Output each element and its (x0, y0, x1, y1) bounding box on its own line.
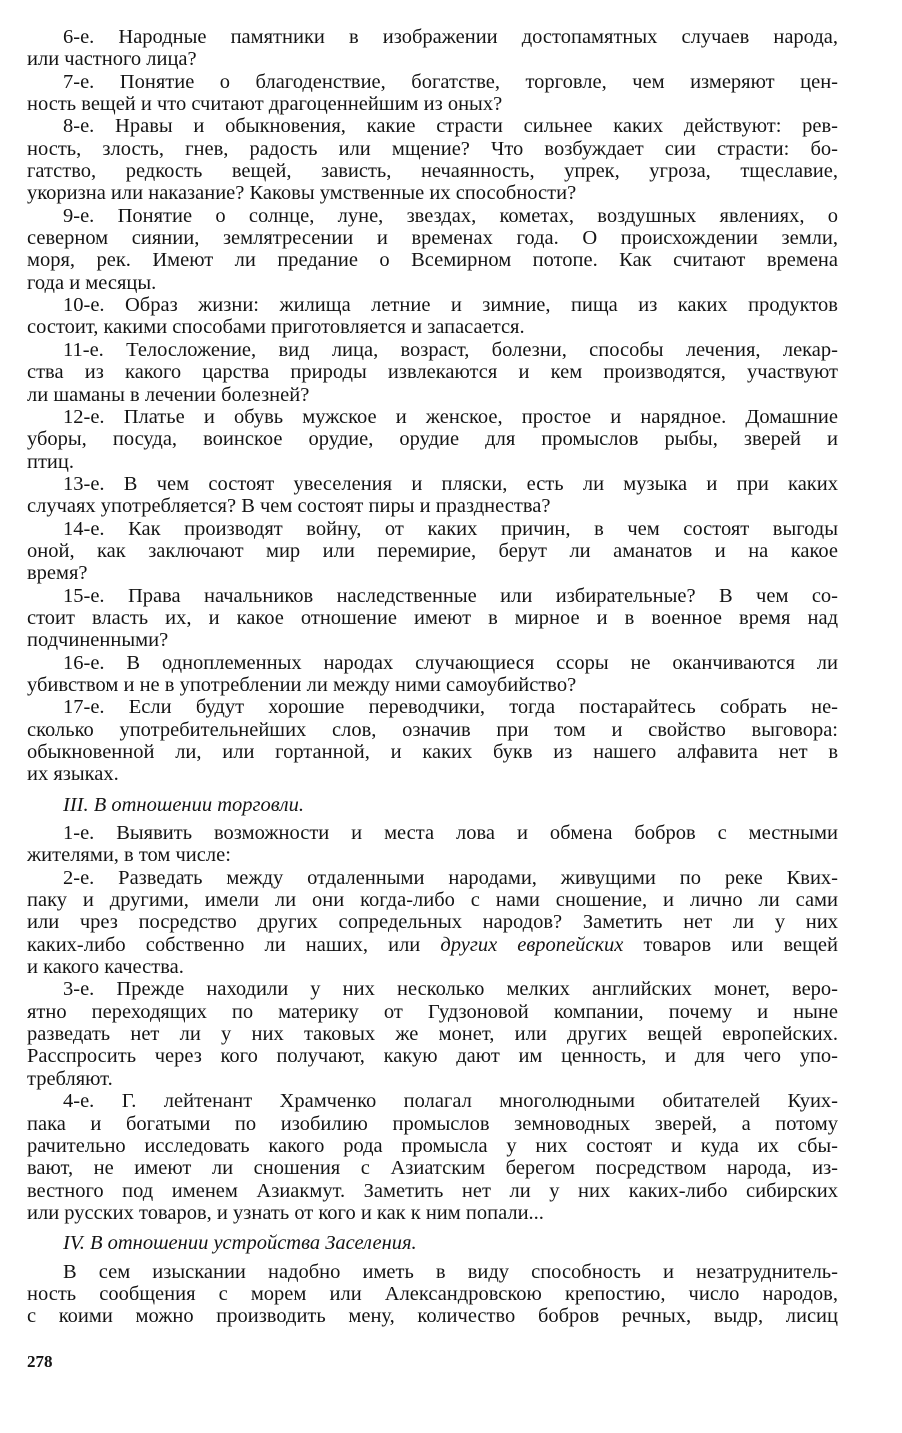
text-line: ность, злость, гнев, радость или мщение? Что возбуждает сии страсти: бо- (27, 137, 838, 160)
text-line: пака и богатыми по изобилию промыслов земноводных зверей, а потому (27, 1112, 838, 1135)
paragraph-p14 (27, 518, 838, 585)
text-line: их языках. (27, 763, 119, 786)
text-line: ли шаманы в лечении болезней? (27, 383, 310, 406)
text-line: 3-е. Прежде находили у них несколько мелких английских монет, веро- (63, 978, 838, 1001)
paragraph-p13 (27, 473, 838, 518)
text-line: или русских товаров, и узнать от кого и как к ним попали... (27, 1201, 544, 1224)
text-line: или чрез посредство других сопредельных народов? Заметить нет ли у них (27, 911, 838, 934)
text-line: ятно переходящих по материку от Гудзоновой компании, почему и ныне (27, 1000, 838, 1023)
text-line: вестного под именем Азиакмут. Заметить нет ли у них каких-либо сибирских (27, 1179, 838, 1202)
text-line: состоит, какими способами приготовляется и запасается. (27, 316, 525, 339)
paragraph-p16 (27, 652, 838, 697)
page-number: 278 (27, 1352, 53, 1371)
text-line: сколько употребительнейших слов, означив при том и свойство выговора: (27, 718, 838, 741)
paragraph-t4 (27, 1090, 838, 1224)
paragraph-p9 (27, 205, 838, 294)
text-line: время? (27, 562, 88, 585)
text-line: рачительно исследовать какого рода промысла у них состоят и куда их сбы- (27, 1134, 838, 1157)
section-heading-trade: III. В отношении торговли. (63, 793, 304, 816)
text-line: моря, рек. Имеют ли предание о Всемирном потопе. Как считают времена (27, 249, 838, 272)
text-line: стоит власть их, и какое отношение имеют в мирное и в военное время над (27, 606, 838, 629)
text-line: 2-е. Разведать между отдаленными народами, живущими по реке Квих- (63, 866, 838, 889)
text-line: 9-е. Понятие о солнце, луне, звездах, кометах, воздушных явлениях, о (63, 204, 838, 227)
paragraph-p6 (27, 26, 838, 71)
text-line: ства из какого царства природы извлекаются и кем производятся, участвуют (27, 361, 838, 384)
text-line: укоризна или наказание? Каковы умственные их способности? (27, 182, 577, 205)
text-line: паку и другими, имели ли они когда-либо с нами сношение, и лично ли сами (27, 889, 838, 912)
paragraph-p12 (27, 406, 838, 473)
text-line: Расспросить через кого получают, какую дают им ценность, и для чего упо- (27, 1045, 838, 1068)
text-line: жителями, в том числе: (27, 844, 231, 867)
text-line: каких-либо собственно ли наших, или других европейских товаров или вещей (27, 933, 838, 956)
paragraph-p11 (27, 339, 838, 406)
text-line: или частного лица? (27, 48, 197, 71)
text-line: 6-е. Народные памятники в изображении достопамятных случаев народа, (63, 26, 838, 48)
paragraph-s1 (27, 1261, 838, 1328)
trade-section (27, 822, 838, 1224)
settlement-section (27, 1261, 838, 1328)
paragraph-p15 (27, 585, 838, 652)
text-line: года и месяцы. (27, 271, 157, 294)
text-line: птиц. (27, 450, 74, 473)
paragraph-t2 (27, 867, 838, 979)
text-line: 12-е. Платье и обувь мужское и женское, простое и нарядное. Домашние (63, 405, 838, 428)
text-line: северном сиянии, землятресении и временах года. О происхождении земли, (27, 227, 838, 250)
paragraph-p10 (27, 294, 838, 339)
questions-list (27, 26, 838, 786)
text-line: ность сообщения с морем или Александровскою крепостию, число народов, (27, 1282, 838, 1305)
text-line: 8-е. Нравы и обыкновения, какие страсти сильнее каких действуют: рев- (63, 115, 838, 138)
text-line: 1-е. Выявить возможности и места лова и обмена бобров с местными (63, 822, 838, 845)
text-line: 13-е. В чем состоят увеселения и пляски, есть ли музыка и при каких (63, 472, 838, 495)
text-line: вают, не имеют ли сношения с Азиатским берегом посредством народа, из- (27, 1157, 838, 1180)
text-line: гатство, редкость вещей, зависть, нечаянность, упрек, угроза, тщеславие, (27, 160, 838, 183)
text-line: и какого качества. (27, 956, 184, 979)
text-line: случаях употребляется? В чем состоят пиры и празднества? (27, 495, 551, 518)
text-line: 16-е. В одноплеменных народах случающиеся ссоры не оканчиваются ли (63, 651, 838, 674)
paragraph-p8 (27, 115, 838, 204)
text-line: требляют. (27, 1067, 113, 1090)
text-line: 15-е. Права начальников наследственные или избирательные? В чем со- (63, 584, 838, 607)
text-line: 7-е. Понятие о благоденствие, богатстве, торговле, чем измеряют цен- (63, 70, 838, 93)
text-line: убивством и не в употреблении ли между ними самоубийство? (27, 673, 577, 696)
section-heading-settlement: IV. В отношении устройства Заселения. (63, 1232, 417, 1255)
text-line: В сем изыскании надобно иметь в виду способность и незатруднитель- (63, 1260, 838, 1283)
text-line: 10-е. Образ жизни: жилища летние и зимние, пища из каких продуктов (63, 294, 838, 317)
text-line: обыкновенной ли, или гортанной, и каких букв из нашего алфавита нет в (27, 741, 838, 763)
document-page (27, 26, 838, 1328)
text-line: с коими можно производить мену, количество бобров речных, выдр, лисиц (27, 1305, 838, 1328)
italic-emphasis: других европейских (440, 933, 624, 956)
text-line: 17-е. Если будут хорошие переводчики, тогда постарайтесь собрать не- (63, 696, 838, 719)
text-line: 11-е. Телосложение, вид лица, возраст, болезни, способы лечения, лекар- (63, 338, 838, 361)
text-line: 4-е. Г. лейтенант Храмченко полагал многолюдными обитателей Куих- (63, 1090, 838, 1113)
paragraph-t1 (27, 822, 838, 867)
paragraph-p17 (27, 696, 838, 785)
text-line: оной, как заключают мир или перемирие, берут ли аманатов и на какое (27, 539, 838, 562)
text-line: уборы, посуда, воинское орудие, орудие для промыслов рыбы, зверей и (27, 428, 838, 451)
text-line: подчиненными? (27, 629, 169, 652)
paragraph-p7 (27, 71, 838, 116)
text-line: разведать нет ли у них таковых же монет, или других вещей европейских. (27, 1023, 838, 1046)
paragraph-t3 (27, 978, 838, 1090)
text-line: 14-е. Как производят войну, от каких причин, в чем состоят выгоды (63, 517, 838, 540)
text-line: ность вещей и что считают драгоценнейшим из оных? (27, 93, 503, 116)
